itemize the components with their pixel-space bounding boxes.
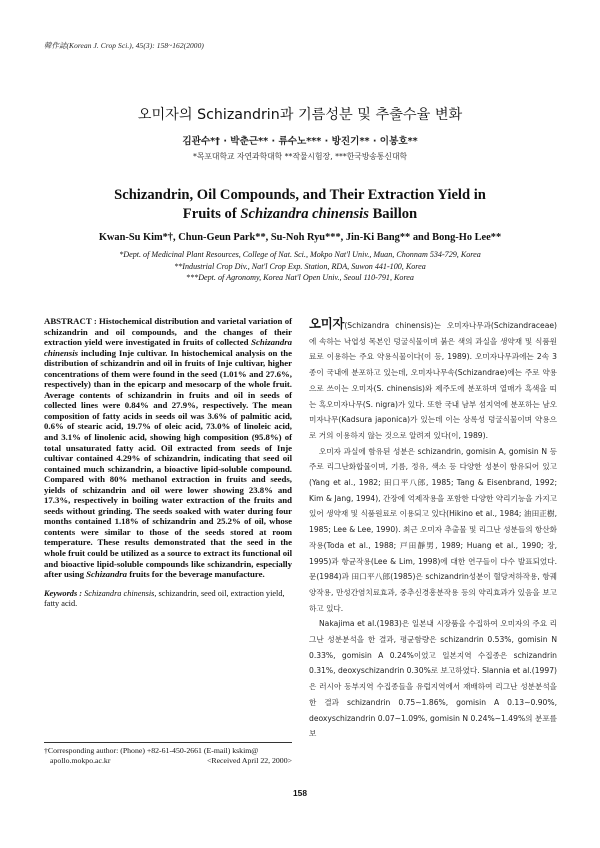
- footnote-contact: †Corresponding author: (Phone) +82-61-450-2661 (E-mail) kskim@: [44, 746, 259, 755]
- page-number: 158: [293, 788, 307, 798]
- body-paragraph-1-text: (Schizandra chinensis)는 오미자나무과(Schizandraceae)에 속하는 낙엽성 목본인 덩굴식물이며 붉은 색의 과실을 생약재 및 식품원료로 이용하는 주요 약용식물이다(이 등, 1989). 오미자나무과에는 2속 3종이 국내에 분포하고 있는데, 오미자나무속(Schizandrae)에는 주로 약용으로 쓰이는 오미자(S. chinensis)와 제주도에 분포하며 열매가 흑색을 띠는 흑오미자나무(S. nigra)가 있다. 또한 국내 남부 섬지역에 분포하는 남오미자나무(Kadsura japonica)가 있는데 이는 상록성 덩굴식물이며 약용으로 거의 이용하지 않는 것으로 알려져 있다(이, 1989).: [309, 321, 557, 440]
- footnote-row-2: [44, 756, 292, 766]
- abstract-part-2: including Inje cultivar. In histochemical analysis on the distribution of schizandrin and oil in fruits of Inje cultivar, higher concentrations of them were found in the seed (1.01% and 27.6%, respectively) than in the epicarp and mesocarp of the whole fruit. Average contents of schizandrin in fruits and oil in seeds of collected lines were 0.84% and 27.9%, respectively. The mean composition of fatty acids in seeds oil was 3.6% of palmitic acid, 0.6% of stearic acid, 19.7% of oleic acid, 73.0% of linoleic acid, and 3.1% of linolenic acid, showing high composition (95.8%) of total unsaturated fatty acid. Oil extracted from seeds of Inje cultivar contained 4.29% of schizandrin, indicating that seed oil contained much schizandrin, a bioactive lipid-soluble compound. Compared with 80% methanol extraction in fruits and seeds, yields of schizandrin and oil were lower showing 23.8% and 17.3%, respectively in boiling water extraction of the fruits and seeds without grinding. The seeds soaked with water during four months contained 1.18% of schizandrin and 25.2% of oil, whose contents were similar to those of the seeds stored at room temperature. These results demonstrated that the seed in the whole fruit could be utilized as a source to extract its functional oil and bioactive lipid-soluble compounds like schizandrin, especially after using: [44, 347, 292, 580]
- abstract-part-1: ABSTRACT : Histochemical distribution and varietal variation of schizandrin and oil compounds, and the changes of their extraction yield were investigated in fruits of collected: [44, 316, 292, 348]
- journal-reference: 韓作誌(Korean J. Crop Sci.), 45(3): 158~162(2000): [44, 41, 204, 50]
- english-title-line-2: [0, 205, 600, 224]
- affiliation-1: *Dept. of Medicinal Plant Resources, College of Nat. Sci., Mokpo Nat'l Univ., Muan, Chonnam 534-729, Korea: [119, 250, 481, 259]
- footnote: [44, 742, 292, 767]
- english-authors: Kwan-Su Kim*†, Chun-Geun Park**, Su-Noh Ryu***, Jin-Ki Bang** and Bong-Ho Lee**: [98, 232, 502, 243]
- body-paragraph-3: Nakajima et al.(1983)은 일본내 시장품을 수집하여 오미자의 주요 리그난 성분분석을 한 결과, 평균함량은 schizandrin 0.53%, gomisin N 0.33%, gomisin A 0.24%이었고 일본지역 수집종은 schizandrin 0.31%, deoxyschizandrin 0.30%로 보고하였다. Slannia et al.(1997)은 러시아 동부지역 수집종들을 유럽지역에서 재배하여 리그난 성분분석을 한 결과 schizandrin 0.75~1.86%, gomisin A 0.13~0.90%, deoxyschizandrin 0.07~1.09%, gomisin N 0.24%~1.49%의 분포를 보: [309, 619, 557, 739]
- title-prefix: Fruits of: [182, 206, 241, 222]
- english-title: [0, 186, 600, 224]
- english-affiliations: [0, 249, 600, 284]
- title-species: Schizandra chinensis: [240, 206, 369, 222]
- body-paragraph-2: 오미자 과실에 함유된 성분은 schizandrin, gomisin A, gomisin N 등 주로 리그난화합물이며, 기름, 정유, 색소 등 다양한 성분이 함유되어 있고(Yang et al., 1982; 田口平八郎, 1985; Tang & Eisenbrand, 1992; Kim & Jang, 1994), 간장에 억제작용을 포함한 다양한 약리기능을 가지고 있어 생약재 및 식품원료로 이용되고 있다(Hikino et al., 1984; 油田正樹, 1985; Lee & Lee, 1990). 최근 오미자 추출물 및 리그난 성분들의 항산화작용(Toda et al., 1988; 戸田靜男, 1989; Huang et al., 1990; 장, 1995)과 항균작용(Lee & Lim, 1998)에 대한 연구들이 다수 발표되었다. 문(1984)과 田口平八郎(1985)은 schizandrin성분이 혈당저하작용, 항궤양작용, 만성간염치료효과, 중추신경흥분작용 등의 약리효과가 있음을 보고하고 있다.: [309, 446, 557, 613]
- left-column: [44, 316, 292, 610]
- korean-title: 오미자의 Schizandrin과 기름성분 및 추출수율 변화: [137, 107, 463, 123]
- keywords-rest: , schizandrin, seed oil, extraction yield, fatty acid.: [44, 588, 285, 609]
- abstract-species-1: Schizandra chinensis: [44, 337, 292, 358]
- abstract: [44, 316, 292, 580]
- right-column: [309, 316, 557, 742]
- keywords-label: Keywords :: [44, 588, 83, 598]
- lead-word: 오미자: [309, 316, 345, 331]
- keywords: [44, 589, 292, 610]
- received-date: <Received April 22, 2000>: [206, 756, 292, 766]
- korean-affiliations: *목포대학교 자연과학대학 **작물시험장, ***한국방송통신대학: [192, 152, 408, 161]
- korean-authors: 김관수*† · 박춘근** · 류수노*** · 방진기** · 이봉호**: [182, 136, 418, 147]
- affiliation-3: ***Dept. of Agronomy, Korea Nat'l Open Univ., Seoul 110-791, Korea: [186, 273, 414, 283]
- affiliation-2: **Industrial Crop Div., Nat'l Crop Exp. Station, RDA, Suwon 441-100, Korea: [174, 261, 426, 271]
- abstract-species-2: Schizandra: [86, 569, 127, 580]
- abstract-part-3: fruits for the beverage manufacture.: [127, 569, 265, 580]
- body-paragraph-1: [309, 316, 557, 444]
- english-title-line-1: Schizandrin, Oil Compounds, and Their Extraction Yield in: [114, 187, 486, 203]
- title-suffix: Baillon: [368, 206, 418, 222]
- footnote-email-domain: apollo.mokpo.ac.kr: [50, 756, 111, 766]
- keywords-species: Schizandra chinensis: [84, 588, 155, 598]
